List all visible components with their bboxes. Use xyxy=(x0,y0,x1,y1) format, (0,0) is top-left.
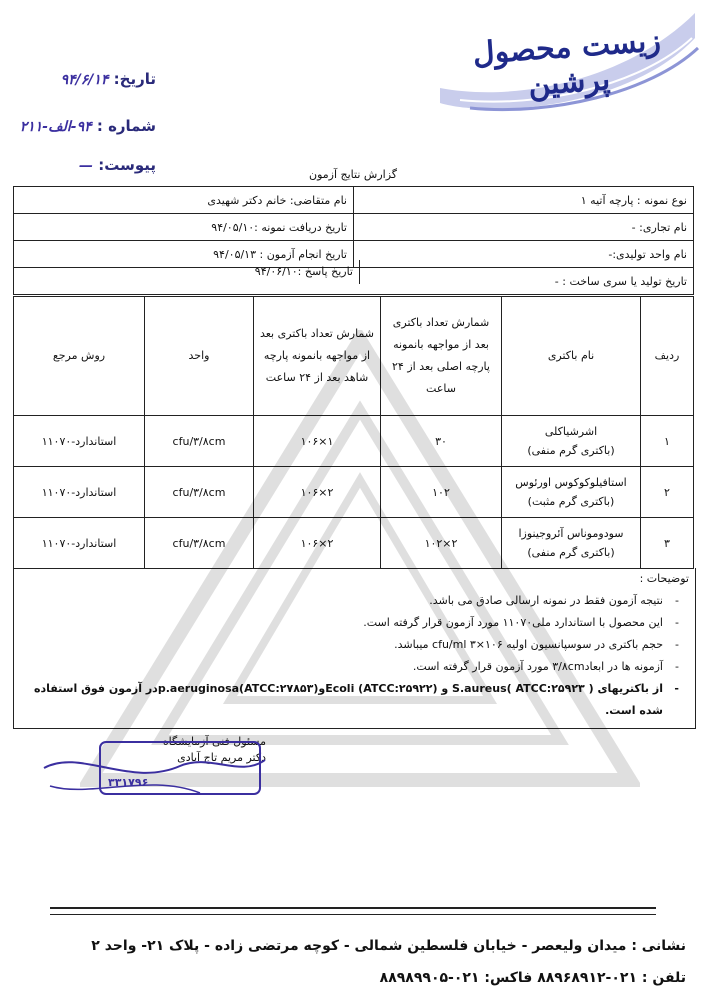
producer: نام واحد تولیدی:- xyxy=(354,241,694,268)
test-date: تاریخ انجام آزمون : ۹۴/۰۵/۱۳ xyxy=(14,241,354,268)
number-line xyxy=(20,117,156,135)
control-count: ۲×۱۰۶ xyxy=(254,467,381,518)
bacteria-gram: (باکتری گرم مثبت) xyxy=(527,495,615,508)
footer-address: نشانی : میدان ولیعصر - خیابان فلسطین شمالی - کوچه مرتضی زاده - پلاک ۲۱- واحد ۲ xyxy=(91,938,686,954)
footer-divider xyxy=(50,907,656,915)
bacteria-gram: (باکتری گرم منفی) xyxy=(527,546,615,559)
notes-section xyxy=(13,568,696,729)
report-title: گزارش نتایج آزمون xyxy=(308,168,397,181)
control-count: ۱×۱۰۶ xyxy=(254,416,381,467)
method: استاندارد-۱۱۰۷۰ xyxy=(14,467,145,518)
bacteria-name xyxy=(502,518,641,569)
note-item: - از باکتریهای ( S.aureus( ATCC:۲۵۹۲۳ و Ecoli (ATCC:۲۵۹۲۲)و(p.aeruginosa(ATCC:۲۷۸۵۳در آزمون فوق استفاده شده است. xyxy=(29,678,679,722)
number-label: شماره : xyxy=(96,117,156,135)
note-item: - این محصول با استاندارد ملی۱۱۰۷۰ مورد آزمون قرار گرفته است. xyxy=(29,612,679,634)
results-table xyxy=(13,296,694,569)
results-header-row xyxy=(14,297,694,416)
company-logo-text: زیست محصول پرشین xyxy=(471,23,662,103)
signature-name: دکتر مریم تاج آبادی xyxy=(177,751,266,764)
footer-phone: تلفن : ۰۲۱-۸۸۹۶۸۹۱۲ فاکس: ۰۲۱-۸۸۹۸۹۹۰۵ xyxy=(379,970,686,986)
bacteria-name xyxy=(502,467,641,518)
bacteria-gram: (باکتری گرم منفی) xyxy=(527,444,615,457)
unit: cfu/۳/۸cm xyxy=(145,518,254,569)
col-main-count: شمارش تعداد باکتری بعد از مواجهه بانمونه پارچه اصلی بعد از ۲۴ ساعت xyxy=(381,297,502,416)
notes-title: توضیحات : xyxy=(639,572,689,585)
date-value: ۹۴/۶/۱۴ xyxy=(60,72,109,88)
control-count: ۲×۱۰۶ xyxy=(254,518,381,569)
attachment-value: — xyxy=(78,158,93,174)
main-count: ۳۰ xyxy=(381,416,502,467)
number-value: ۹۴-الف-۲۱۱ xyxy=(19,119,92,135)
note-item: - حجم باکتری در سوسپانسیون اولیه cfu/ml ۳×۱۰۶ میباشد. xyxy=(29,634,679,656)
company-stamp-icon xyxy=(40,738,270,808)
bacteria-name-text: استافیلوکوکوس اورئوس xyxy=(515,476,627,489)
col-control-count: شمارش تعداد باکتری بعد از مواجهه بانمونه پارچه شاهد بعد از ۲۴ ساعت xyxy=(254,297,381,416)
stamp-number: ۳۳۱۷۹۶ xyxy=(108,776,149,789)
receive-date: تاریخ دریافت نمونه :۹۴/۰۵/۱۰ xyxy=(14,214,354,241)
col-row: ردیف xyxy=(641,297,694,416)
main-count: ۲×۱۰۲ xyxy=(381,518,502,569)
production-date: تاریخ تولید یا سری ساخت : - xyxy=(554,274,687,288)
date-label: تاریخ: xyxy=(113,70,156,88)
bacteria-name xyxy=(502,416,641,467)
answer-date: تاریخ پاسخ :۹۴/۰۶/۱۰ xyxy=(13,260,360,284)
table-row xyxy=(14,416,694,467)
table-row xyxy=(14,467,694,518)
trade-name: نام تجاری: - xyxy=(354,214,694,241)
row-number: ۱ xyxy=(641,416,694,467)
row-number: ۳ xyxy=(641,518,694,569)
method: استاندارد-۱۱۰۷۰ xyxy=(14,518,145,569)
sample-type: نوع نمونه : پارچه آتیه ۱ xyxy=(354,187,694,214)
row-number: ۲ xyxy=(641,467,694,518)
attachment-label: پیوست: xyxy=(98,156,156,174)
note-item: - نتیجه آزمون فقط در نمونه ارسالی صادق می باشد. xyxy=(29,590,679,612)
notes-list xyxy=(29,590,679,722)
bacteria-name-text: اشرشیاکلی xyxy=(544,425,598,438)
table-row xyxy=(14,518,694,569)
main-count: ۱۰۲ xyxy=(381,467,502,518)
unit: cfu/۳/۸cm xyxy=(145,467,254,518)
col-bacteria: نام باکتری xyxy=(502,297,641,416)
note-item: - آزمونه ها در ابعاد۳/۸cm مورد آزمون قرار گرفته است. xyxy=(29,656,679,678)
bacteria-name-text: سودوموناس آئروجینوزا xyxy=(518,527,624,540)
method: استاندارد-۱۱۰۷۰ xyxy=(14,416,145,467)
date-line xyxy=(61,70,156,88)
signature-title: مسئول فنی آزمایشگاه xyxy=(162,735,266,748)
applicant: نام متقاضی: خانم دکتر شهیدی xyxy=(14,187,354,214)
unit: cfu/۳/۸cm xyxy=(145,416,254,467)
col-method: روش مرجع xyxy=(14,297,145,416)
col-unit: واحد xyxy=(145,297,254,416)
